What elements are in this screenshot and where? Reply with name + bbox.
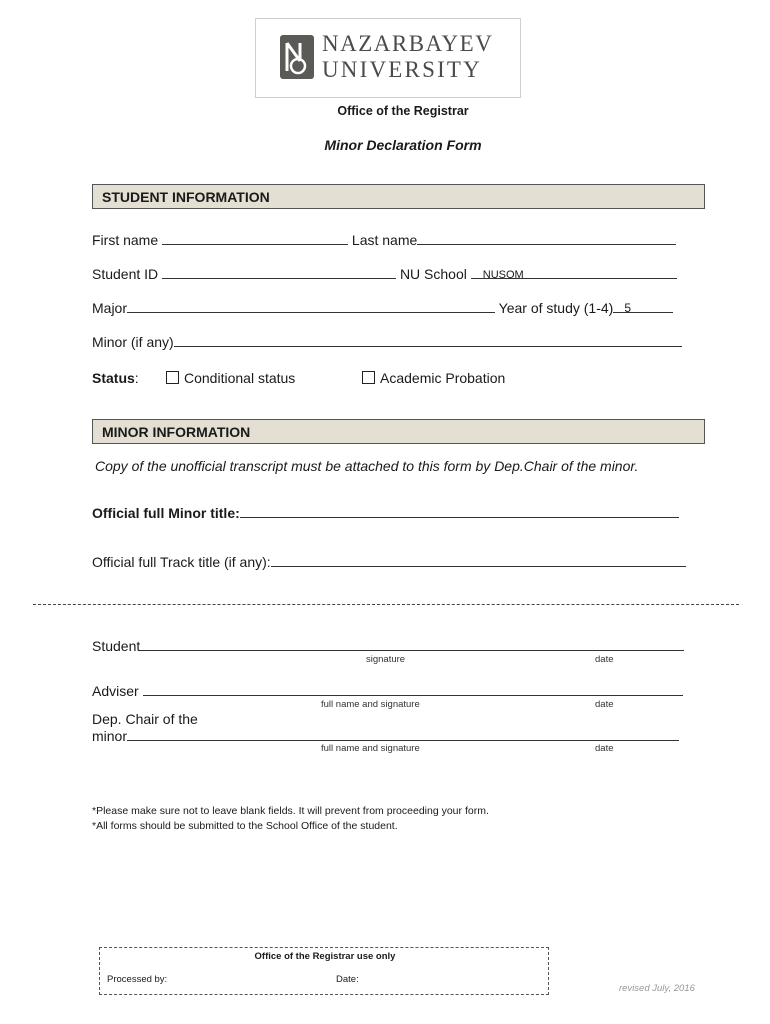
conditional-status-label: Conditional status [184,370,296,386]
track-title-label: Official full Track title (if any): [92,554,271,570]
last-name-field[interactable] [417,232,676,245]
minor-field[interactable] [174,334,682,347]
chair-signature-field[interactable] [127,728,679,741]
conditional-status-option[interactable] [166,370,295,386]
first-name-label: First name [92,232,159,248]
first-name-row [92,232,676,248]
nu-school-value: NUSOM [482,269,524,281]
academic-probation-checkbox[interactable] [362,371,375,384]
adviser-date-caption: date [595,699,614,710]
year-value: 5 [624,301,631,315]
minor-title-row [92,505,679,521]
status-label: Status [92,370,135,386]
student-signature-row [92,638,684,654]
track-title-row [92,554,686,570]
registrar-use-title: Office of the Registrar use only [254,951,396,962]
office-title: Office of the Registrar [337,104,469,118]
adviser-label: Adviser [92,683,139,699]
student-id-label: Student ID [92,266,159,282]
status-row [92,370,139,386]
minor-info-title: MINOR INFORMATION [102,424,251,440]
footnote-submission: *All forms should be submitted to the School Office of the student. [92,820,398,832]
chair-date-caption: date [595,743,614,754]
nu-school-field[interactable] [471,266,677,279]
chair-label-line1: Dep. Chair of the [92,711,198,727]
transcript-note: Copy of the unofficial transcript must be attached to this form by Dep.Chair of the minor. [95,458,639,474]
processed-by-label: Processed by: [107,974,168,985]
revision-date: revised July, 2016 [619,983,695,994]
minor-info-header [92,419,705,444]
student-info-header [92,184,705,209]
minor-title-label: Official full Minor title: [92,505,240,521]
adviser-signature-field[interactable] [143,683,683,696]
nu-school-label: NU School [399,266,467,282]
conditional-status-checkbox[interactable] [166,371,179,384]
adviser-name-caption: full name and signature [321,699,420,710]
university-emblem-icon [280,35,314,79]
chair-signature-row [92,728,679,744]
student-info-title: STUDENT INFORMATION [102,189,270,205]
student-date-caption: date [595,654,614,665]
form-title: Minor Declaration Form [324,137,482,153]
track-title-field[interactable] [271,554,686,567]
minor-row [92,334,682,350]
last-name-label: Last name [351,232,418,248]
student-signature-field[interactable] [140,638,684,651]
university-logo [255,18,521,98]
minor-label: Minor (if any) [92,334,174,350]
year-label: Year of study (1-4) [498,300,614,316]
student-id-row [92,266,677,282]
first-name-field[interactable] [162,232,348,245]
minor-title-field[interactable] [240,505,679,518]
student-id-field[interactable] [162,266,396,279]
adviser-signature-row [92,683,683,699]
year-field[interactable] [613,300,673,313]
registrar-date-label: Date: [336,974,359,985]
logo-text-line2: UNIVERSITY [322,57,482,82]
major-label: Major [92,300,128,316]
academic-probation-option[interactable] [362,370,505,386]
chair-label-line2: minor [92,728,128,744]
chair-name-caption: full name and signature [321,743,420,754]
status-colon: : [134,370,139,386]
footnote-blank-fields: *Please make sure not to leave blank fields. It will prevent from proceeding your form. [92,805,489,817]
major-field[interactable] [127,300,495,313]
academic-probation-label: Academic Probation [380,370,506,386]
major-row [92,300,673,316]
student-signature-caption: signature [366,654,406,665]
registrar-use-box [99,947,549,995]
logo-text-line1: NAZARBAYEV [322,31,494,56]
cut-line-divider [33,604,739,605]
student-signature-label: Student [92,638,141,654]
